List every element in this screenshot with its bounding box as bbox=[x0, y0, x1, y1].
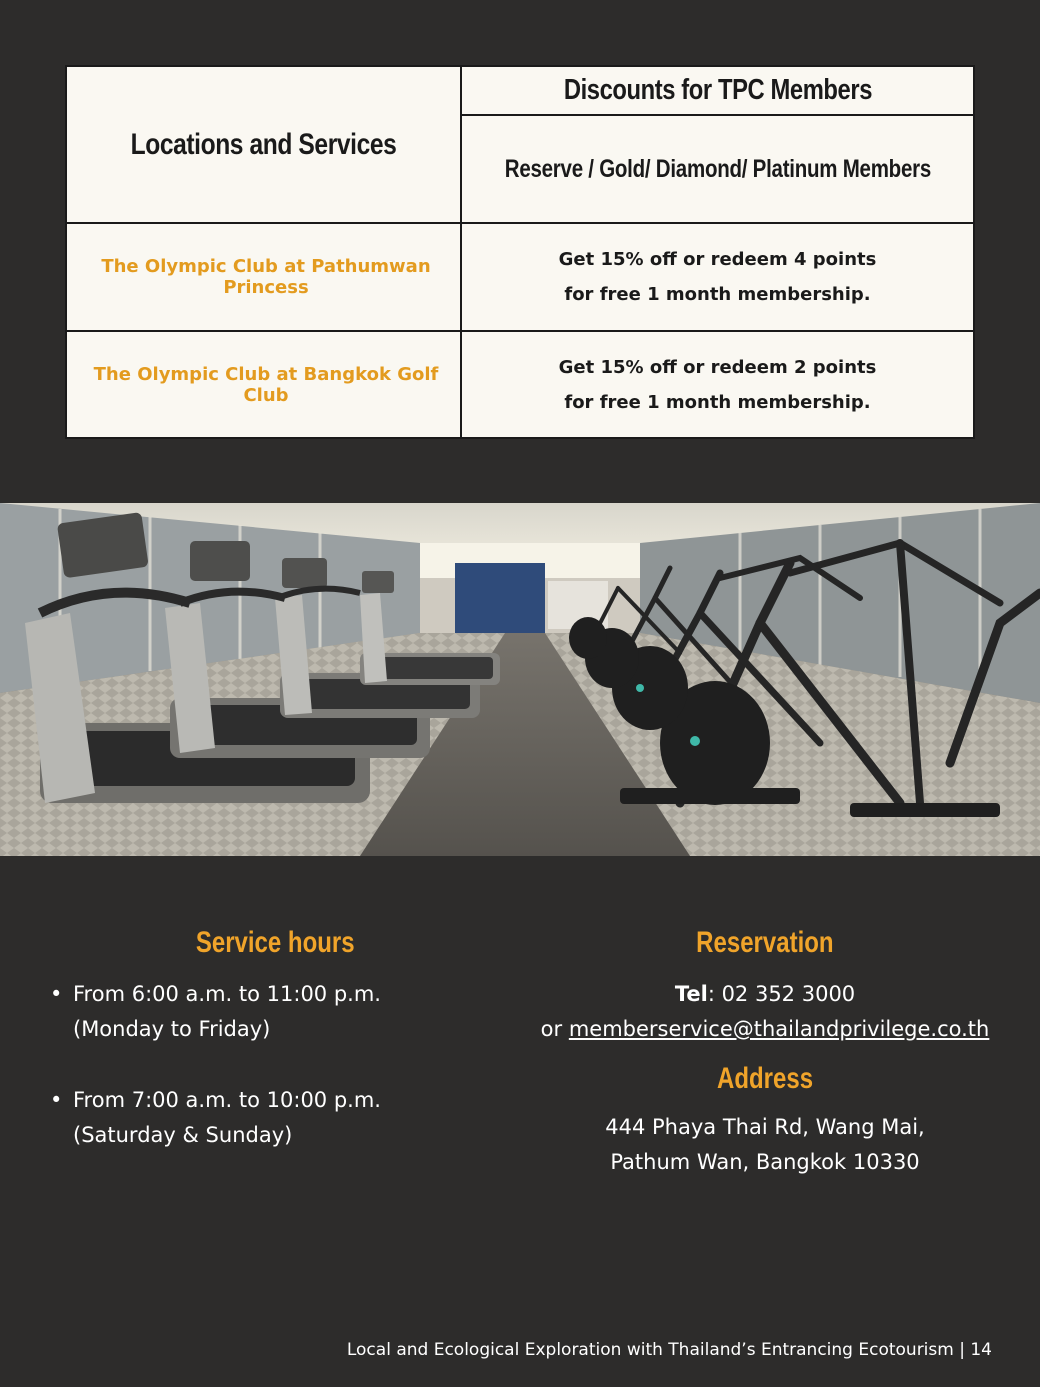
tel-label: Tel bbox=[674, 982, 708, 1006]
list-item bbox=[50, 977, 470, 1047]
offer-line: for free 1 month membership. bbox=[564, 392, 871, 413]
or-text: or bbox=[540, 1017, 569, 1041]
hours-line: From 7:00 a.m. to 10:00 p.m. bbox=[73, 1088, 381, 1112]
location-pathumwan: The Olympic Club at Pathumwan Princess bbox=[101, 256, 431, 298]
location-golf-club: The Olympic Club at Bangkok Golf Club bbox=[93, 364, 439, 406]
reservation-title-text: Reservation bbox=[696, 926, 834, 959]
offer-line: Get 15% off or redeem 4 points bbox=[558, 249, 877, 270]
service-hours-list bbox=[50, 977, 470, 1189]
gym-photo bbox=[0, 503, 1040, 856]
member-tiers-header bbox=[462, 116, 973, 222]
offer-line: for free 1 month membership. bbox=[564, 284, 871, 305]
tel-value: : 02 352 3000 bbox=[707, 982, 856, 1006]
gym-illustration bbox=[0, 503, 1040, 856]
address-title bbox=[640, 1062, 890, 1096]
discounts-header bbox=[462, 67, 973, 114]
discount-table bbox=[65, 65, 975, 439]
hours-days: (Monday to Friday) bbox=[73, 1017, 271, 1041]
email-link[interactable]: memberservice@thailandprivilege.co.th bbox=[568, 1017, 990, 1041]
address-line: 444 Phaya Thai Rd, Wang Mai, bbox=[605, 1115, 925, 1139]
reservation-contact bbox=[515, 977, 1015, 1047]
phone-line bbox=[515, 977, 1015, 1012]
address-title-text: Address bbox=[716, 1062, 814, 1095]
email-line bbox=[515, 1012, 1015, 1047]
address-line: Pathum Wan, Bangkok 10330 bbox=[610, 1150, 920, 1174]
service-hours-title bbox=[150, 926, 400, 960]
page-footer: Local and Ecological Exploration with Thailand’s Entrancing Ecotourism | 14 bbox=[346, 1340, 992, 1360]
bullet-icon: • bbox=[50, 982, 63, 1006]
bullet-icon: • bbox=[50, 1088, 63, 1112]
offer-line: Get 15% off or redeem 2 points bbox=[558, 357, 877, 378]
hours-days: (Saturday & Sunday) bbox=[73, 1123, 293, 1147]
list-item bbox=[50, 1083, 470, 1153]
member-tiers-text: Reserve / Gold/ Diamond/ Platinum Members bbox=[504, 154, 931, 183]
locations-header: Locations and Services bbox=[130, 127, 397, 161]
offer-pathumwan bbox=[462, 224, 973, 330]
service-hours-title-text: Service hours bbox=[195, 926, 355, 959]
offer-golf-club bbox=[462, 332, 973, 438]
reservation-title bbox=[640, 926, 890, 960]
discounts-header-text: Discounts for TPC Members bbox=[563, 74, 872, 106]
hours-line: From 6:00 a.m. to 11:00 p.m. bbox=[73, 982, 381, 1006]
address-text bbox=[515, 1110, 1015, 1180]
